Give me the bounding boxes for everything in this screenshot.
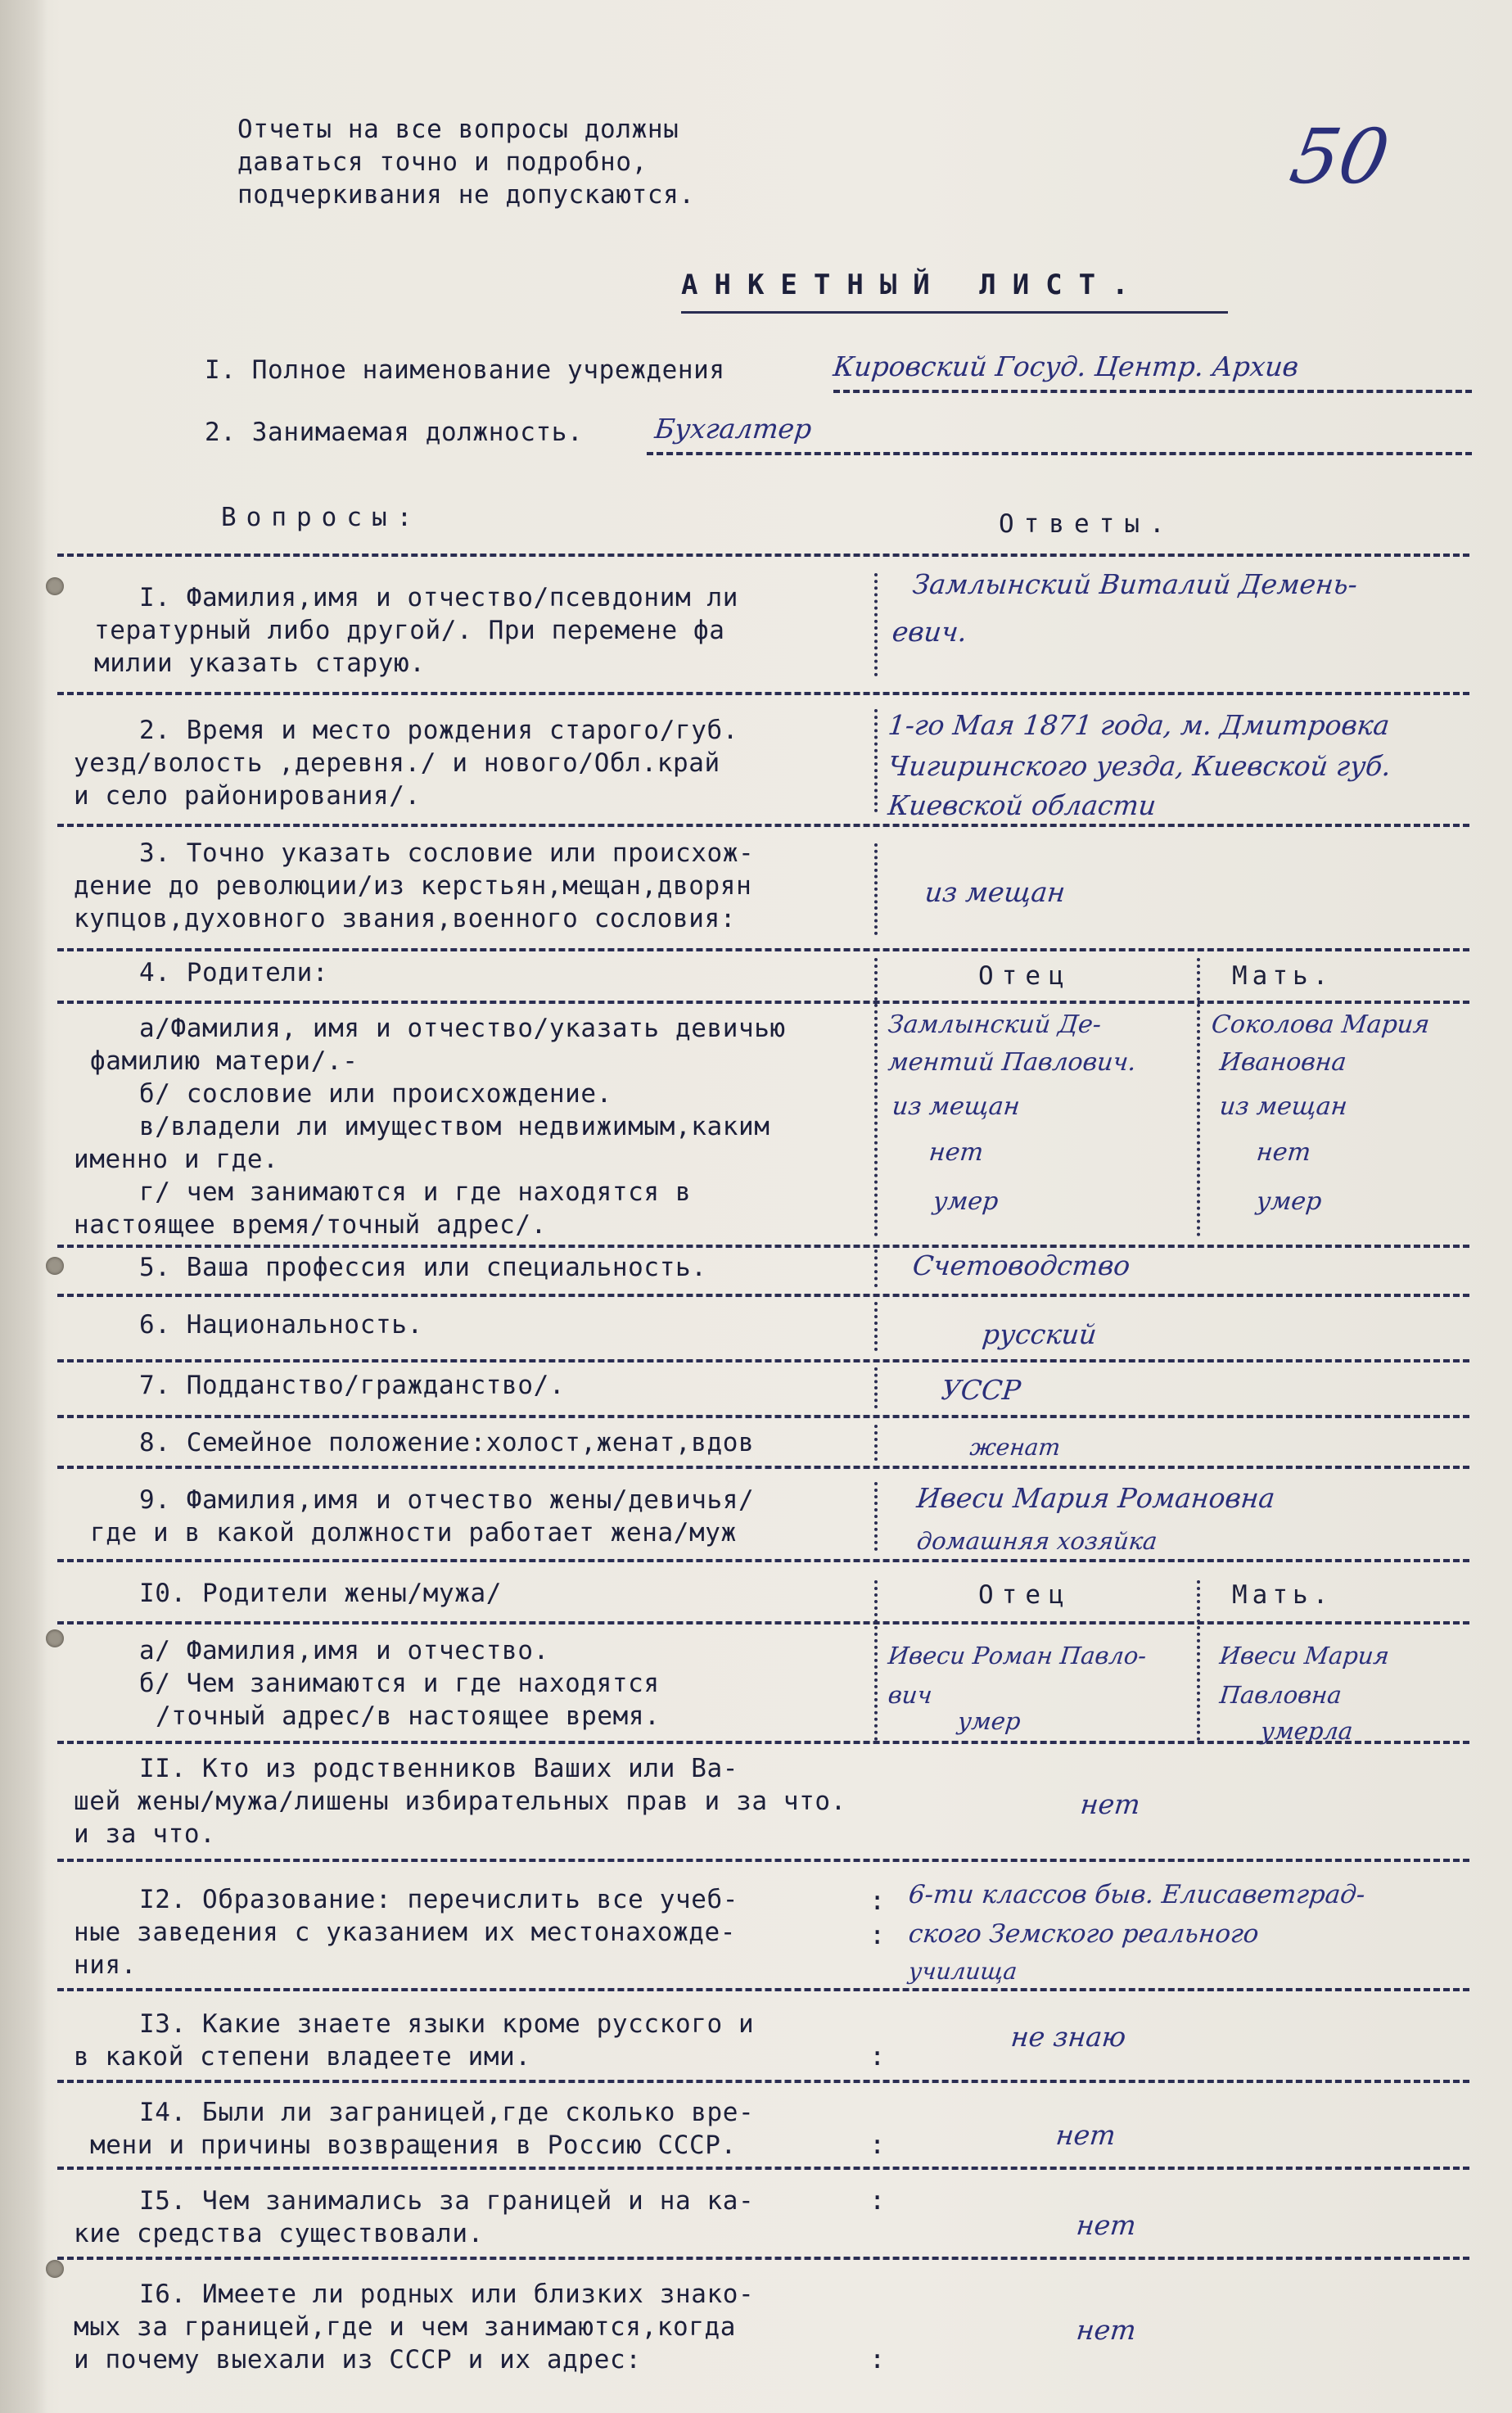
row-divider: [57, 1559, 1469, 1562]
question-15-line: кие средства существовали.: [74, 2219, 484, 2248]
question-11-line: и за что.: [74, 1819, 216, 1849]
fill-line: [833, 390, 1472, 393]
column-separator: [874, 1367, 878, 1408]
row-divider: [57, 2257, 1469, 2260]
question-4-line: настоящее время/точный адрес/.: [74, 1210, 547, 1240]
father-value: умер: [932, 1187, 1000, 1216]
column-separator: [874, 843, 878, 935]
answer-6: русский: [981, 1318, 1099, 1350]
father-value: из мещан: [891, 1092, 1022, 1121]
answers-heading: Ответы.: [999, 509, 1175, 539]
binding-edge: [0, 0, 47, 2413]
answer-9-line: домашняя хозяйка: [915, 1527, 1159, 1555]
column-separator: [874, 1249, 878, 1287]
question-4-line: в/владели ли имуществом недвижимым,каким: [139, 1112, 770, 1141]
colon-mark: :: [869, 2129, 886, 2160]
answer-13: не знаю: [1009, 2021, 1128, 2053]
question-14-line: I4. Были ли заграницей,где сколько вре-: [139, 2098, 755, 2127]
row-divider: [57, 1466, 1469, 1469]
column-separator: [874, 573, 878, 676]
answer-2-line: Чигиринского уезда, Киевской губ.: [887, 750, 1393, 782]
question-2-line: 2. Время и место рождения старого/губ.: [139, 716, 739, 745]
question-3-line: 3. Точно указать сословие или происхож-: [139, 838, 755, 868]
row-divider: [57, 1359, 1469, 1362]
question-10-line: б/ Чем занимаются и где находятся: [139, 1669, 660, 1698]
question-4-line: а/Фамилия, имя и отчество/указать девичью: [139, 1014, 786, 1043]
title-underline: [681, 311, 1228, 314]
question-16-line: I6. Имеете ли родных или близких знако-: [139, 2280, 755, 2309]
answer-2-line: 1-го Мая 1871 года, м. Дмитровка: [887, 709, 1392, 741]
father-heading: Отец: [978, 1580, 1072, 1610]
father-in-law-value: Ивеси Роман Павло-: [887, 1642, 1149, 1670]
column-separator: [874, 1425, 878, 1461]
instruction-note-line: даваться точно и подробно,: [237, 147, 648, 177]
question-10-line: I0. Родители жены/мужа/: [139, 1579, 503, 1608]
row-divider: [57, 692, 1469, 695]
question-8: 8. Семейное положение:холост,женат,вдов: [139, 1428, 755, 1457]
answer-3: из мещан: [923, 876, 1067, 908]
question-1-line: тературный либо другой/. При перемене фа: [94, 616, 725, 645]
question-9-line: 9. Фамилия,имя и отчество жены/девичья/: [139, 1485, 755, 1515]
question-11-line: II. Кто из родственников Ваших или Ва-: [139, 1754, 739, 1783]
row-divider: [57, 1741, 1469, 1744]
father-heading: Отец: [978, 961, 1072, 991]
column-separator: [1197, 1580, 1200, 1741]
binding-hole: [46, 2260, 64, 2278]
father-in-law-value: умер: [956, 1707, 1022, 1735]
mother-value: Ивановна: [1218, 1048, 1348, 1077]
question-11-line: шей жены/мужа/лишены избирательных прав и за что.: [74, 1787, 846, 1816]
question-1-line: милии указать старую.: [94, 648, 426, 678]
question-13-line: в какой степени владеете ими.: [74, 2042, 531, 2072]
question-14-line: мени и причины возвращения в Россию СССР.: [90, 2131, 737, 2160]
row-divider: [57, 824, 1469, 827]
mother-value: нет: [1255, 1138, 1312, 1167]
answer-16: нет: [1075, 2314, 1138, 2346]
answer-12-line: 6-ти классов быв. Елисаветград-: [907, 1880, 1367, 1909]
row-divider: [57, 554, 1469, 557]
colon-mark: :: [869, 1885, 886, 1916]
answer-7: УССР: [940, 1374, 1022, 1406]
mother-heading: Мать.: [1232, 961, 1334, 991]
question-9-line: где и в какой должности работает жена/муж: [90, 1518, 737, 1548]
answer-8: женат: [968, 1434, 1062, 1461]
row-divider: [57, 1621, 1469, 1624]
question-2-line: и село районирования/.: [74, 781, 421, 811]
row-divider: [57, 2167, 1469, 2170]
row-divider: [57, 1001, 1469, 1004]
question-12-line: ния.: [74, 1950, 138, 1980]
binding-hole: [46, 1257, 64, 1275]
question-10-line: а/ Фамилия,имя и отчество.: [139, 1636, 549, 1665]
question-1-line: I. Фамилия,имя и отчество/псевдоним ли: [139, 583, 739, 612]
mother-in-law-value: умерла: [1259, 1717, 1355, 1745]
row-divider: [57, 1859, 1469, 1862]
instruction-note-line: Отчеты на все вопросы должны: [237, 115, 679, 144]
answer-1-line: евич.: [891, 616, 969, 648]
answer-12-line: ского Земского реального: [907, 1919, 1261, 1949]
position-label: 2. Занимаемая должность.: [205, 418, 584, 447]
father-value: нет: [928, 1138, 985, 1167]
question-12-line: I2. Образование: перечислить все учеб-: [139, 1885, 739, 1914]
row-divider: [57, 2080, 1469, 2083]
colon-mark: :: [869, 2343, 886, 2375]
colon-mark: :: [869, 2185, 886, 2216]
page-number: 50: [1284, 113, 1396, 201]
fill-line: [647, 452, 1472, 455]
answer-9-line: Ивеси Мария Романовна: [915, 1482, 1277, 1514]
question-4-line: фамилию матери/.-: [90, 1046, 359, 1076]
colon-mark: :: [869, 2040, 886, 2072]
column-separator: [874, 1482, 878, 1551]
row-divider: [57, 1415, 1469, 1418]
column-separator: [874, 709, 878, 812]
answer-14: нет: [1054, 2119, 1117, 2151]
question-2-line: уезд/волость ,деревня./ и нового/Обл.край: [74, 748, 720, 778]
questions-heading: Вопросы:: [221, 503, 422, 532]
father-in-law-value: вич: [887, 1681, 934, 1709]
binding-hole: [46, 1629, 64, 1647]
question-16-line: мых за границей,где и чем занимаются,когда: [74, 2312, 737, 2342]
form-title: АНКЕТНЫЙ ЛИСТ.: [681, 269, 1145, 301]
answer-11: нет: [1079, 1788, 1142, 1820]
column-separator: [874, 958, 878, 1236]
column-separator: [874, 1580, 878, 1741]
instruction-note-line: подчеркивания не допускаются.: [237, 180, 695, 210]
row-divider: [57, 948, 1469, 951]
father-value: Замлынский Де-: [887, 1010, 1103, 1039]
question-4-line: б/ сословие или происхождение.: [139, 1079, 612, 1109]
binding-hole: [46, 577, 64, 595]
question-3-line: дение до революции/из керстьян,мещан,дворян: [74, 871, 752, 901]
question-12-line: ные заведения с указанием их местонахожде-: [74, 1918, 737, 1947]
institution-label: I. Полное наименование учреждения: [205, 355, 725, 385]
question-4-line: 4. Родители:: [139, 958, 329, 987]
mother-in-law-value: Павловна: [1218, 1681, 1343, 1709]
row-divider: [57, 1988, 1469, 1991]
father-value: ментий Павлович.: [887, 1048, 1138, 1077]
answer-12-line: училища: [907, 1958, 1019, 1985]
question-3-line: купцов,духовного звания,военного сословия:: [74, 904, 737, 933]
answer-2-line: Киевской области: [887, 789, 1158, 821]
answer-1-line: Замлынский Виталий Демень-: [911, 568, 1360, 600]
answer-5: Счетоводство: [911, 1249, 1132, 1281]
mother-heading: Мать.: [1232, 1580, 1334, 1610]
column-separator: [1197, 958, 1200, 1236]
row-divider: [57, 1245, 1469, 1248]
colon-mark: :: [869, 1919, 886, 1950]
question-6: 6. Национальность.: [139, 1310, 423, 1340]
mother-value: из мещан: [1218, 1092, 1349, 1121]
question-16-line: и почему выехали из СССР и их адрес:: [74, 2345, 642, 2375]
question-15-line: I5. Чем занимались за границей и на ка-: [139, 2186, 755, 2216]
mother-value: умер: [1255, 1187, 1324, 1216]
position-value: Бухгалтер: [653, 413, 814, 445]
question-13-line: I3. Какие знаете языки кроме русского и: [139, 2009, 755, 2039]
answer-15: нет: [1075, 2209, 1138, 2241]
mother-value: Соколова Мария: [1210, 1010, 1431, 1039]
question-4-line: именно и где.: [74, 1145, 279, 1174]
question-7: 7. Подданство/гражданство/.: [139, 1371, 566, 1400]
mother-in-law-value: Ивеси Мария: [1218, 1642, 1391, 1670]
row-divider: [57, 1294, 1469, 1297]
question-4-line: г/ чем занимаются и где находятся в: [139, 1177, 692, 1207]
column-separator: [874, 1302, 878, 1351]
question-5: 5. Ваша профессия или специальность.: [139, 1253, 707, 1282]
institution-value: Кировский Госуд. Центр. Архив: [832, 350, 1301, 382]
question-10-line: /точный адрес/в настоящее время.: [156, 1701, 661, 1731]
